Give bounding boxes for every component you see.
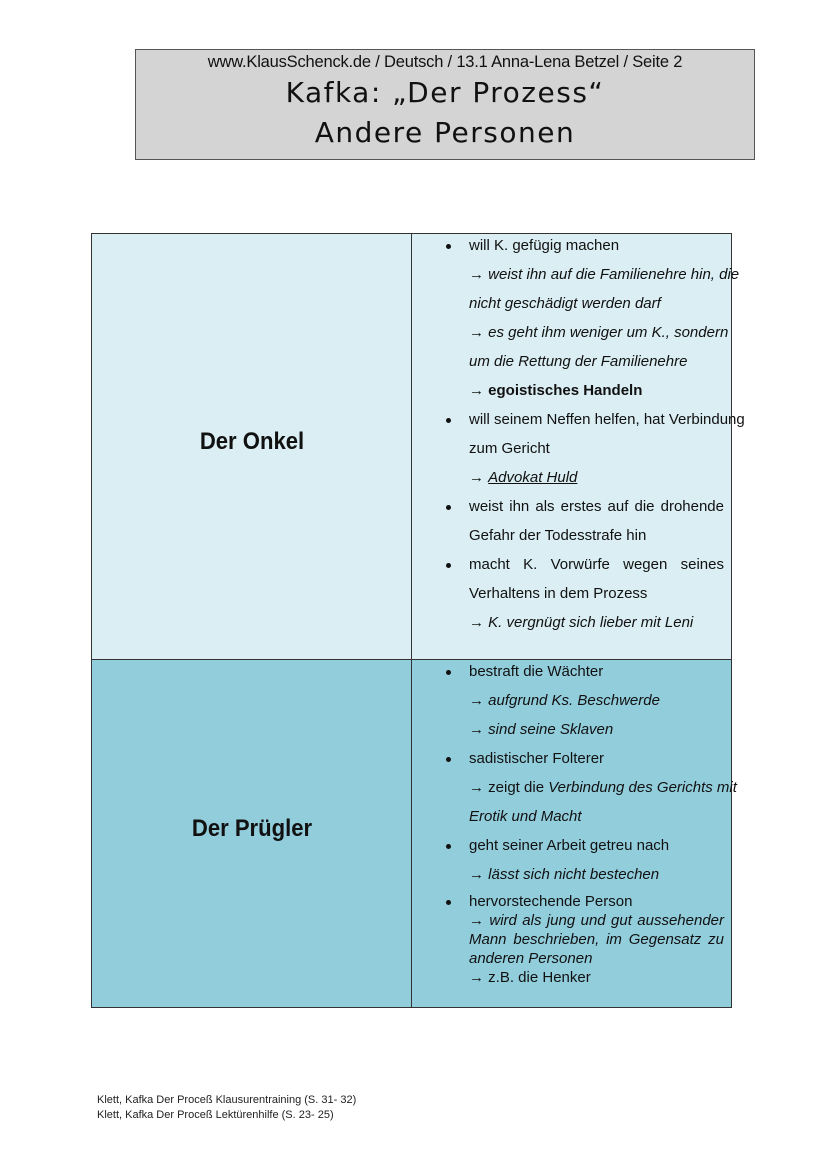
bullet-icon (446, 900, 451, 905)
item-text: → egoistisches Handeln (469, 382, 643, 399)
item-text: geht seiner Arbeit getreu nach (469, 837, 670, 854)
bullet-icon (446, 757, 451, 762)
item-text: Erotik und Macht (469, 808, 582, 825)
item-text: → lässt sich nicht bestechen (469, 866, 660, 883)
item-text: → Advokat Huld (469, 469, 578, 486)
table-row-pruegler (92, 660, 737, 1007)
table-row-onkel (92, 234, 745, 660)
name-cell (92, 234, 412, 659)
character-table (91, 233, 745, 1008)
item-text: Mann beschrieben, im Gegensatz zu (469, 931, 724, 948)
character-name-onkel: Der Onkel (199, 428, 305, 455)
source-line: Klett, Kafka Der Proceß Lektürenhilfe (S. 23- 25) (97, 1109, 334, 1121)
item-text: bestraft die Wächter (469, 663, 604, 680)
bullet-icon (446, 844, 451, 849)
list-item (412, 495, 731, 553)
item-text: macht K. Vorwürfe wegen seines (469, 556, 724, 573)
list-item (412, 834, 731, 892)
item-text: → aufgrund Ks. Beschwerde (469, 692, 660, 709)
bullet-icon (446, 505, 451, 510)
item-text: → zeigt die Verbindung des Gerichts mit (469, 779, 737, 796)
item-text: Verhaltens in dem Prozess (469, 585, 648, 602)
name-cell (92, 660, 412, 1007)
list-item (412, 660, 731, 747)
character-name-pruegler: Der Prügler (191, 815, 313, 842)
description-cell (412, 660, 737, 1007)
description-cell (412, 234, 745, 659)
item-text: → es geht ihm weniger um K., sondern (469, 324, 729, 341)
list-item (412, 892, 731, 987)
item-text: → weist ihn auf die Familienehre hin, die (469, 266, 740, 283)
item-text: will seinem Neffen helfen, hat Verbindung (469, 411, 745, 428)
trait-list (412, 234, 745, 640)
page-subtitle: Andere Personen (314, 116, 576, 149)
list-item (412, 408, 745, 495)
item-text: → z.B. die Henker (469, 969, 591, 986)
bullet-icon (446, 563, 451, 568)
item-text: nicht geschädigt werden darf (469, 295, 661, 312)
item-text: um die Rettung der Familienehre (469, 353, 688, 370)
site-line: www.KlausSchenck.de / Deutsch / 13.1 Anna-Lena Betzel / Seite 2 (207, 53, 683, 71)
item-text: → wird als jung und gut aussehender (469, 912, 724, 929)
bullet-icon (446, 418, 451, 423)
item-text: → K. vergnügt sich lieber mit Leni (469, 614, 694, 631)
bullet-icon (446, 670, 451, 675)
trait-list (412, 660, 737, 987)
list-item (412, 553, 731, 640)
item-text: sadistischer Folterer (469, 750, 605, 767)
item-text: anderen Personen (469, 950, 593, 967)
list-item (412, 747, 737, 834)
item-text: will K. gefügig machen (469, 237, 620, 254)
source-footer (97, 1093, 356, 1123)
bullet-icon (446, 244, 451, 249)
list-item (412, 234, 740, 408)
advokat-huld-link: Advokat Huld (488, 469, 578, 486)
document-header (135, 49, 755, 160)
item-text: weist ihn als erstes auf die drohende (469, 498, 724, 515)
item-text: hervorstechende Person (469, 893, 633, 910)
item-text: → sind seine Sklaven (469, 721, 614, 738)
source-line: Klett, Kafka Der Proceß Klausurentraining (S. 31- 32) (97, 1094, 357, 1106)
page-title: Kafka: „Der Prozess“ (285, 76, 605, 109)
item-text: zum Gericht (469, 440, 550, 457)
item-text: Gefahr der Todesstrafe hin (469, 527, 647, 544)
